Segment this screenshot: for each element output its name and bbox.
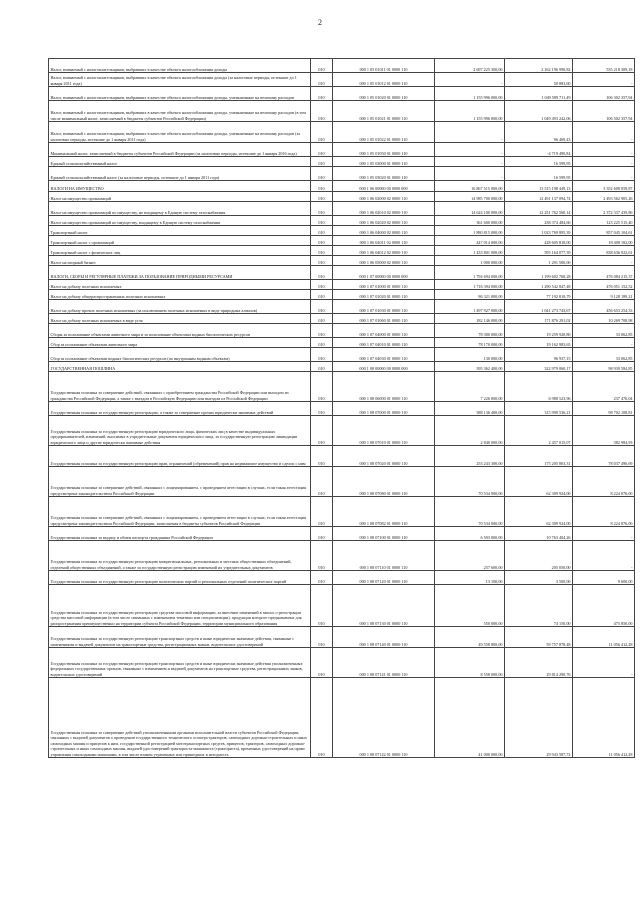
row-name-cell: Налог на имущество организаций по имуществу, входящему в Единую систему газоснабжения — [49, 216, 311, 226]
row-kbk-cell: 000 1 05 01012 01 0000 110 — [333, 73, 435, 87]
row-approved-cell: 361 600 000,00 — [435, 216, 505, 226]
row-name-cell: Государственная пошлина за государственную регистрацию транспортных средств и иные юридически значимые действия уполномоченных федеральных государственных органов, связанные с изменением и выдачей документов на транспортные средства, регистрационных знаков, водительских удостоверений — [49, 648, 311, 678]
row-kbk-cell: 000 1 08 07120 01 0000 110 — [333, 571, 435, 585]
row-kbk-cell: 000 1 07 04030 01 0000 110 — [333, 348, 435, 362]
row-approved-cell: 182 146 000,00 — [435, 314, 505, 324]
table-row — [49, 202, 635, 216]
row-code-cell: 010 — [311, 648, 333, 678]
row-code-cell: 010 — [311, 362, 333, 372]
row-approved-cell: 49 558 800,00 — [435, 627, 505, 648]
row-code-cell: 010 — [311, 446, 333, 467]
table-row — [49, 59, 635, 73]
row-executed-cell: 1 049 589 711,49 — [505, 87, 573, 101]
row-code-cell: 010 — [311, 157, 333, 167]
table-row — [49, 87, 635, 101]
row-name-cell: Налог на добычу полезных ископаемых — [49, 280, 311, 290]
row-name-cell: Государственная пошлина за государственную регистрацию межрегиональных, региональных и местных общественных объединений, отделений общественных объединений, а также за государственную регистрацию изменений их учредительных документов — [49, 541, 311, 571]
row-approved-cell: 86 321 000,00 — [435, 290, 505, 300]
table-row — [49, 266, 635, 280]
row-unexecuted-cell: 857 045 104,61 — [573, 226, 635, 236]
row-name-cell: Сборы за пользование объектами животного мира и за пользование объектами водных биологических ресурсов — [49, 324, 311, 338]
row-executed-cell: 62 309 924,00 — [505, 497, 573, 527]
row-code-cell: 010 — [311, 216, 333, 226]
row-executed-cell: 6 988 523,96 — [505, 372, 573, 402]
row-code-cell: 010 — [311, 467, 333, 497]
table-row — [49, 167, 635, 181]
report-table-body — [49, 59, 635, 758]
row-approved-cell: - — [435, 167, 505, 181]
row-name-cell: Транспортный налог — [49, 226, 311, 236]
row-executed-cell: 16 599,95 — [505, 157, 573, 167]
row-approved-cell: 70 534 000,00 — [435, 497, 505, 527]
row-name-cell: Государственная пошлина за государственную регистрацию юридического лица, физических лиц в качестве индивидуальных предпринимателей, изменений, вносимых в учредительные документы юридического лица, за государственную регистрацию ликвидации юридического лица и другие юридически значимые действия — [49, 416, 311, 446]
row-unexecuted-cell: 18 408 182,00 — [573, 236, 635, 246]
row-executed-cell: 2 162 196 990,82 — [505, 59, 573, 73]
row-approved-cell: 130 000,00 — [435, 348, 505, 362]
row-name-cell: Налог на имущество организаций по имуществу, не входящему в Единую систему газоснабжения — [49, 202, 311, 216]
row-name-cell: Сбор за пользование объектами водных биологических ресурсов (по внутренним водным объектам) — [49, 348, 311, 362]
table-row — [49, 678, 635, 758]
row-approved-cell: 1 716 394 000,00 — [435, 280, 505, 290]
row-approved-cell: 1 497 927 000,00 — [435, 300, 505, 314]
table-row — [49, 101, 635, 122]
row-executed-cell: 12 251 762 560,14 — [505, 202, 573, 216]
row-unexecuted-cell: - — [573, 157, 635, 167]
row-kbk-cell: 000 1 07 01060 01 0000 110 — [333, 314, 435, 324]
row-kbk-cell: 000 1 08 07130 01 0000 110 — [333, 585, 435, 627]
row-name-cell: Государственная пошлина за государственную регистрацию прав, ограничений (обременений) прав на недвижимое имущество и сделок с ним — [49, 446, 311, 467]
row-unexecuted-cell: 2 372 337 439,86 — [573, 202, 635, 216]
row-name-cell: Минимальный налог, зачисляемый в бюджеты субъектов Российской Федерации (за налоговые периоды, истекшие до 1 января 2016 года) — [49, 143, 311, 157]
table-row — [49, 338, 635, 348]
row-code-cell: 010 — [311, 585, 333, 627]
row-code-cell: 010 — [311, 497, 333, 527]
row-name-cell: Государственная пошлина за совершение действий, связанных с лицензированием, с проведением аттестации в случаях, если такая аттестация предусмотрена законодательством Российской Федерации — [49, 467, 311, 497]
row-executed-cell: 96 937,15 — [505, 348, 573, 362]
row-executed-cell: 74 150,00 — [505, 585, 573, 627]
table-row — [49, 246, 635, 256]
row-kbk-cell: 000 1 08 07010 01 0000 110 — [333, 416, 435, 446]
row-unexecuted-cell: 382 984,93 — [573, 416, 635, 446]
row-code-cell: 010 — [311, 678, 333, 758]
table-row — [49, 627, 635, 648]
row-kbk-cell: 000 1 05 01022 01 0000 110 — [333, 122, 435, 143]
row-unexecuted-cell: 237 476,04 — [573, 372, 635, 402]
row-code-cell: 010 — [311, 527, 333, 541]
table-row — [49, 314, 635, 324]
row-code-cell: 010 — [311, 167, 333, 181]
row-name-cell: Транспортный налог с организаций — [49, 236, 311, 246]
row-unexecuted-cell: 8 224 076,00 — [573, 467, 635, 497]
row-unexecuted-cell: 106 502 357,94 — [573, 101, 635, 122]
row-approved-cell: 6 503 000,00 — [435, 527, 505, 541]
row-kbk-cell: 000 1 06 02020 02 0000 110 — [333, 216, 435, 226]
row-approved-cell: 13 100,00 — [435, 571, 505, 585]
row-name-cell: Государственная пошлина за совершение действий, связанных с лицензированием, с проведением аттестации в случаях, если такая аттестация предусмотрена законодательством Российской Федерации, зачисляемая в бюджеты субъектов Российской Федерации — [49, 497, 311, 527]
row-name-cell: Государственная пошлина за совершение действий, связанных с приобретением гражданства Российской Федерации или выходом из гражданства Российской Федерации, а также с въездом в Российскую Федерацию или выездом из Российской Федерации — [49, 372, 311, 402]
row-name-cell: Государственная пошлина за совершение действий уполномоченными органами исполнительной власти субъектов Российской Федерации, связанных с выдачей документов о проведении государственного технического осмотра тракторов, самоходных дорожно-строительных и иных самоходных машин и прицепов к ним, государственной регистрацией мототранспортных средств, прицепов, тракторов, самоходных дорожно-строительных и иных самоходных машин, выдачей удостоверений тракториста-машиниста (тракториста), временных удостоверений на право управления самоходными машинами, в том числе взамен утраченных или пришедших в негодность — [49, 678, 311, 758]
row-unexecuted-cell: 106 302 357,94 — [573, 87, 635, 101]
row-code-cell: 010 — [311, 101, 333, 122]
row-name-cell: Налог, взимаемый с налогоплательщиков, выбравших в качестве объекта налогообложения доходы (за налоговые периоды, истекшие до 1 января 2011 года) — [49, 73, 311, 87]
row-kbk-cell: 000 1 07 01000 01 0000 110 — [333, 280, 435, 290]
table-row — [49, 143, 635, 157]
row-executed-cell: 19 162 983,65 — [505, 338, 573, 348]
table-row — [49, 648, 635, 678]
row-approved-cell: 7 226 000,00 — [435, 372, 505, 402]
row-name-cell: НАЛОГИ, СБОРЫ И РЕГУЛЯРНЫЕ ПЛАТЕЖИ ЗА ПОЛЬЗОВАНИЕ ПРИРОДНЫМИ РЕСУРСАМИ — [49, 266, 311, 280]
row-unexecuted-cell: 11 056 412,28 — [573, 678, 635, 758]
row-executed-cell: 16 599,95 — [505, 167, 573, 181]
table-row — [49, 446, 635, 467]
row-name-cell: Налог на имущество организаций — [49, 192, 311, 202]
row-executed-cell: 1 049 493 242,06 — [505, 101, 573, 122]
row-kbk-cell: 000 1 07 00000 00 0000 000 — [333, 266, 435, 280]
row-unexecuted-cell: 98 939 584,85 — [573, 362, 635, 372]
row-approved-cell: - — [435, 143, 505, 157]
table-row — [49, 73, 635, 87]
table-row — [49, 527, 635, 541]
row-approved-cell: 14 624 100 000,00 — [435, 202, 505, 216]
row-executed-cell: 2 457 015,07 — [505, 416, 573, 446]
row-name-cell: Государственная пошлина за государственную регистрацию транспортных средств и иные юридически значимые действия, связанные с изменениями и выдачей документов на транспортные средства, регистрационных знаков, водительских удостоверений — [49, 627, 311, 648]
row-approved-cell: - — [435, 157, 505, 167]
row-approved-cell: 78 170 000,00 — [435, 338, 505, 348]
row-approved-cell: 447 014 000,00 — [435, 236, 505, 246]
row-code-cell: 010 — [311, 314, 333, 324]
row-executed-cell: 315 990 536,21 — [505, 402, 573, 416]
row-unexecuted-cell: - — [573, 256, 635, 266]
row-approved-cell: 1 155 996 000,00 — [435, 101, 505, 122]
row-kbk-cell: 000 1 08 07140 01 0000 110 — [333, 627, 435, 648]
row-unexecuted-cell: 9 600,00 — [573, 571, 635, 585]
row-code-cell: 010 — [311, 290, 333, 300]
row-executed-cell: 3 500,00 — [505, 571, 573, 585]
row-code-cell: 010 — [311, 73, 333, 87]
row-kbk-cell: 000 1 08 07080 01 0000 110 — [333, 467, 435, 497]
table-row — [49, 181, 635, 192]
row-approved-cell: 1 433 801 000,00 — [435, 246, 505, 256]
row-name-cell: Налог, взимаемый с налогоплательщиков, выбравших в качестве объекта налогообложения доходы — [49, 59, 311, 73]
row-code-cell: 010 — [311, 266, 333, 280]
row-name-cell: Налог на добычу полезных ископаемых в виде угля — [49, 314, 311, 324]
row-unexecuted-cell: 456 653 254,33 — [573, 300, 635, 314]
row-approved-cell: - — [435, 73, 505, 87]
table-row — [49, 290, 635, 300]
row-unexecuted-cell: 8 224 076,00 — [573, 497, 635, 527]
row-kbk-cell: 000 1 06 00000 00 0000 000 — [333, 181, 435, 192]
table-row — [49, 497, 635, 527]
row-kbk-cell: 000 1 06 04000 02 0000 110 — [333, 226, 435, 236]
row-code-cell: 010 — [311, 202, 333, 216]
row-kbk-cell: 000 1 06 04011 02 0000 110 — [333, 236, 435, 246]
table-row — [49, 585, 635, 627]
row-unexecuted-cell: - — [573, 167, 635, 181]
row-kbk-cell: 000 1 06 02010 02 0000 110 — [333, 202, 435, 216]
row-code-cell: 010 — [311, 416, 333, 446]
row-approved-cell: 257 600,00 — [435, 541, 505, 571]
row-unexecuted-cell: 9 128 189,21 — [573, 290, 635, 300]
row-code-cell: 010 — [311, 541, 333, 571]
row-approved-cell: 253 243 300,00 — [435, 446, 505, 467]
row-code-cell: 010 — [311, 338, 333, 348]
row-code-cell: 010 — [311, 300, 333, 314]
table-row — [49, 362, 635, 372]
row-approved-cell: 388 136 400,00 — [435, 402, 505, 416]
row-name-cell: Налог на игорный бизнес — [49, 256, 311, 266]
row-executed-cell: 59 757 878,48 — [505, 627, 573, 648]
row-approved-cell: 2 840 000,00 — [435, 416, 505, 446]
row-approved-cell: - — [435, 122, 505, 143]
row-executed-cell: 171 876 291,02 — [505, 314, 573, 324]
row-kbk-cell: 000 1 07 01030 01 0000 110 — [333, 300, 435, 314]
row-kbk-cell: 000 1 08 06000 01 0000 110 — [333, 372, 435, 402]
table-row — [49, 402, 635, 416]
row-kbk-cell: 000 1 05 03020 01 0000 110 — [333, 167, 435, 181]
row-name-cell: Государственная пошлина за выдачу и обмен паспорта гражданина Российской Федерации — [49, 527, 311, 541]
row-approved-cell: 41 000 000,00 — [435, 678, 505, 758]
row-approved-cell: 395 362 400,00 — [435, 362, 505, 372]
row-unexecuted-cell: 10 269 708,98 — [573, 314, 635, 324]
row-kbk-cell: 000 1 06 05000 02 0000 110 — [333, 256, 435, 266]
row-unexecuted-cell: 123 225 515,40 — [573, 216, 635, 226]
page-number: 2 — [318, 18, 322, 27]
row-name-cell: Налог, взимаемый с налогоплательщиков, выбравших в качестве объекта налогообложения доходы, уменьшенные на величину расходов — [49, 87, 311, 101]
row-name-cell: Сбор за пользование объектами животного мира — [49, 338, 311, 348]
row-name-cell: Транспортный налог с физических лиц — [49, 246, 311, 256]
row-code-cell: 010 — [311, 627, 333, 648]
row-executed-cell: 1 041 273 743,67 — [505, 300, 573, 314]
row-unexecuted-cell: 476 051 152,52 — [573, 280, 635, 290]
table-row — [49, 192, 635, 202]
row-kbk-cell: 000 1 05 01011 01 0000 110 — [333, 59, 435, 73]
row-approved-cell: 8 558 000,00 — [435, 648, 505, 678]
row-executed-cell: 238 374 484,60 — [505, 216, 573, 226]
row-executed-cell: 96 469,43 — [505, 122, 573, 143]
row-unexecuted-cell: 98 702 108,81 — [573, 402, 635, 416]
row-code-cell: 010 — [311, 143, 333, 157]
row-approved-cell: 78 300 000,00 — [435, 324, 505, 338]
row-kbk-cell: 000 1 08 07082 01 0000 110 — [333, 497, 435, 527]
row-executed-cell: 10 763 404,26 — [505, 527, 573, 541]
table-row — [49, 226, 635, 236]
row-name-cell: Налог на добычу общераспространенных полезных ископаемых — [49, 290, 311, 300]
row-unexecuted-cell: - — [573, 122, 635, 143]
table-row — [49, 157, 635, 167]
table-row — [49, 122, 635, 143]
row-unexecuted-cell: 11 056 412,28 — [573, 627, 635, 648]
row-code-cell: 010 — [311, 280, 333, 290]
table-row — [49, 541, 635, 571]
row-name-cell: Налог, взимаемый с налогоплательщиков, выбравших в качестве объекта налогообложения доходы, уменьшенные на величину расходов (за налоговые периоды, истекшие до 1 января 2011 года) — [49, 122, 311, 143]
row-name-cell: Налог на добычу прочих полезных ископаемых (за исключением полезных ископаемых в виде природных алмазов) — [49, 300, 311, 314]
row-kbk-cell: 000 1 07 04010 01 0000 110 — [333, 338, 435, 348]
row-code-cell: 010 — [311, 236, 333, 246]
row-kbk-cell: 000 1 08 07142 01 0000 110 — [333, 678, 435, 758]
row-unexecuted-cell: 476 084 215,37 — [573, 266, 635, 280]
row-approved-cell: 550 000,00 — [435, 585, 505, 627]
row-unexecuted-cell: 535 218 309,18 — [573, 59, 635, 73]
row-approved-cell: 14 985 700 000,00 — [435, 192, 505, 202]
row-unexecuted-cell: - — [573, 541, 635, 571]
row-code-cell: 010 — [311, 192, 333, 202]
row-code-cell: 010 — [311, 181, 333, 192]
row-unexecuted-cell: - — [573, 527, 635, 541]
row-executed-cell: 175 205 803,31 — [505, 446, 573, 467]
table-row — [49, 256, 635, 266]
row-code-cell: 010 — [311, 246, 333, 256]
row-code-cell: 010 — [311, 59, 333, 73]
table-row — [49, 300, 635, 314]
row-name-cell: НАЛОГИ НА ИМУЩЕСТВО — [49, 181, 311, 192]
row-executed-cell: 13 515 198 449,13 — [505, 181, 573, 192]
row-executed-cell: 1 290 542 847,48 — [505, 280, 573, 290]
row-unexecuted-cell: 838 636 922,61 — [573, 246, 635, 256]
row-kbk-cell: 000 1 08 07020 01 0000 110 — [333, 446, 435, 467]
row-name-cell: Налог, взимаемый с налогоплательщиков, выбравших в качестве объекта налогообложения доходы, уменьшенные на величину расходов (в том числе минимальный налог, зачисляемый в бюджеты субъектов Российской Федерации) — [49, 101, 311, 122]
row-executed-cell: 1 291 500,00 — [505, 256, 573, 266]
row-executed-cell: 29 814 290,76 — [505, 648, 573, 678]
table-row — [49, 348, 635, 362]
row-executed-cell: 1 023 769 895,39 — [505, 226, 573, 236]
table-row — [49, 280, 635, 290]
row-name-cell: Единый сельскохозяйственный налог (за налоговые периоды, истекшие до 1 января 2011 года) — [49, 167, 311, 181]
row-kbk-cell: 000 1 05 03000 01 0000 110 — [333, 157, 435, 167]
row-executed-cell: 77 192 810,79 — [505, 290, 573, 300]
row-kbk-cell: 000 1 08 07110 01 0000 110 — [333, 541, 435, 571]
row-unexecuted-cell: - — [573, 648, 635, 678]
row-unexecuted-cell: 78 037 496,69 — [573, 446, 635, 467]
row-unexecuted-cell: - — [573, 338, 635, 348]
row-approved-cell: 1 155 996 000,00 — [435, 87, 505, 101]
row-executed-cell: -4 719 490,84 — [505, 143, 573, 157]
row-kbk-cell: 000 1 06 02000 02 0000 110 — [333, 192, 435, 202]
row-kbk-cell: 000 1 05 01020 01 0000 110 — [333, 87, 435, 101]
row-executed-cell: 50 883,60 — [505, 73, 573, 87]
row-executed-cell: 205 050,00 — [505, 541, 573, 571]
table-row — [49, 236, 635, 246]
row-name-cell: Государственная пошлина за государственную регистрацию, а также за совершение прочих юридически значимых действий — [49, 402, 311, 416]
table-row — [49, 324, 635, 338]
row-approved-cell: 1 880 815 000,00 — [435, 226, 505, 236]
row-kbk-cell: 000 1 08 07000 01 0000 110 — [333, 402, 435, 416]
row-unexecuted-cell: 3 352 608 059,87 — [573, 181, 635, 192]
row-approved-cell: 16 867 515 000,00 — [435, 181, 505, 192]
row-code-cell: 010 — [311, 324, 333, 338]
table-row — [49, 372, 635, 402]
row-kbk-cell: 000 1 08 00000 00 0000 000 — [333, 362, 435, 372]
row-kbk-cell: 000 1 05 01021 01 0000 110 — [333, 101, 435, 122]
row-name-cell: Государственная пошлина за государственную регистрацию средства массовой информации, за внесение изменений в запись о регистрации средства массовой информации (в том числе связанных с изменением тематики или специализации), продукция которого предназначена для распространения преимущественно на территории субъекта Российской Федерации, территории муниципального образования — [49, 585, 311, 627]
revenue-report-table — [48, 58, 635, 758]
row-executed-cell: 322 979 060,17 — [505, 362, 573, 372]
row-executed-cell: 12 491 137 094,74 — [505, 192, 573, 202]
row-unexecuted-cell: 33 062,85 — [573, 348, 635, 362]
row-kbk-cell: 000 1 05 01050 01 0000 110 — [333, 143, 435, 157]
row-kbk-cell: 000 1 07 01020 01 0000 110 — [333, 290, 435, 300]
row-kbk-cell: 000 1 07 04000 01 0000 110 — [333, 324, 435, 338]
row-approved-cell: 2 697 225 300,00 — [435, 59, 505, 73]
row-name-cell: Государственная пошлина за государственную регистрацию политических партий и региональных отделений политических партий — [49, 571, 311, 585]
row-executed-cell: 428 605 818,00 — [505, 236, 573, 246]
row-executed-cell: 1 199 602 768,28 — [505, 266, 573, 280]
row-approved-cell: 1 000 000,00 — [435, 256, 505, 266]
row-executed-cell: 19 259 920,80 — [505, 324, 573, 338]
table-row — [49, 416, 635, 446]
row-kbk-cell: 000 1 06 04012 02 0000 110 — [333, 246, 435, 256]
row-code-cell: 010 — [311, 226, 333, 236]
row-code-cell: 010 — [311, 87, 333, 101]
row-unexecuted-cell: 475 850,00 — [573, 585, 635, 627]
row-kbk-cell: 000 1 08 07100 01 0000 110 — [333, 527, 435, 541]
row-unexecuted-cell: - — [573, 73, 635, 87]
row-code-cell: 010 — [311, 372, 333, 402]
row-executed-cell: 595 164 077,39 — [505, 246, 573, 256]
row-code-cell: 010 — [311, 571, 333, 585]
row-code-cell: 010 — [311, 402, 333, 416]
row-unexecuted-cell: - — [573, 143, 635, 157]
table-row — [49, 216, 635, 226]
row-executed-cell: 29 943 587,72 — [505, 678, 573, 758]
row-code-cell: 010 — [311, 122, 333, 143]
row-kbk-cell: 000 1 08 07141 01 0000 110 — [333, 648, 435, 678]
row-name-cell: Единый сельскохозяйственный налог — [49, 157, 311, 167]
row-approved-cell: 70 534 000,00 — [435, 467, 505, 497]
row-code-cell: 010 — [311, 348, 333, 362]
table-row — [49, 571, 635, 585]
row-code-cell: 010 — [311, 256, 333, 266]
row-name-cell: ГОСУДАРСТВЕННАЯ ПОШЛИНА — [49, 362, 311, 372]
row-unexecuted-cell: 2 493 562 905,26 — [573, 192, 635, 202]
row-executed-cell: 62 309 924,00 — [505, 467, 573, 497]
row-unexecuted-cell: 33 062,85 — [573, 324, 635, 338]
table-row — [49, 467, 635, 497]
row-approved-cell: 1 794 694 000,00 — [435, 266, 505, 280]
